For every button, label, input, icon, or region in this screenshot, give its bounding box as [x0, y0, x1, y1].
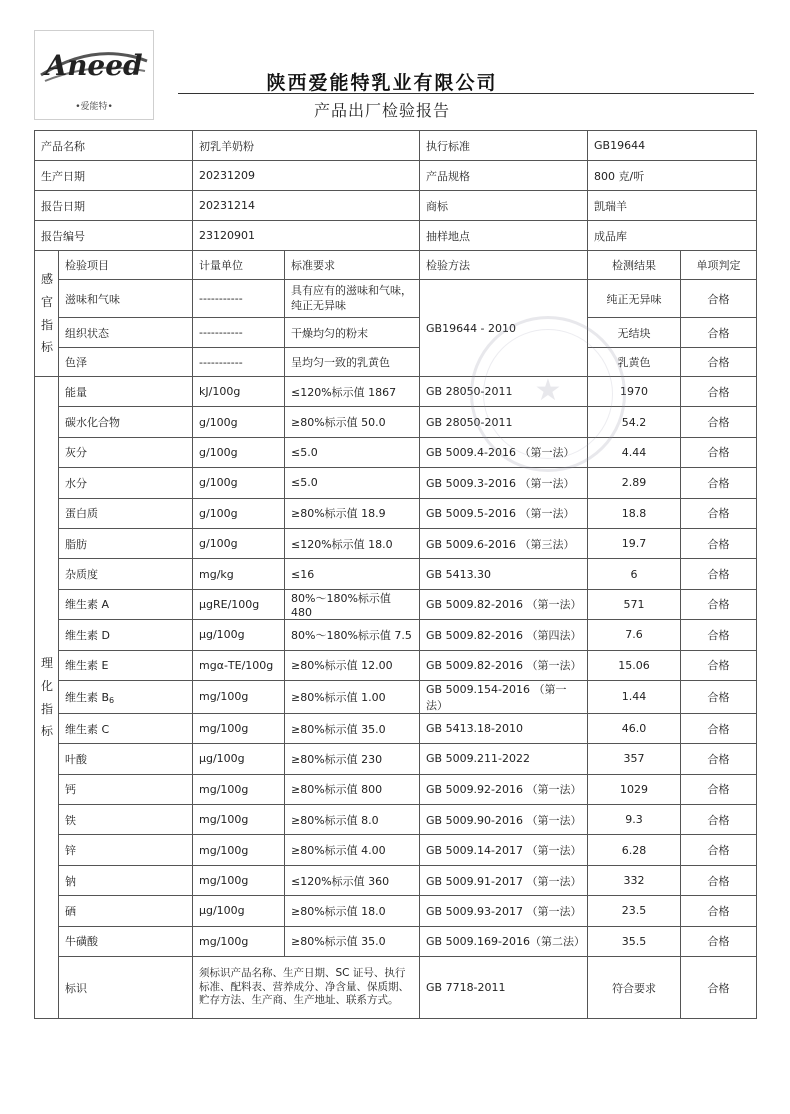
- test-method: GB 7718-2011: [420, 957, 588, 1019]
- result: 1.44: [588, 680, 681, 713]
- test-method: GB 5009.82-2016 （第一法）: [420, 589, 588, 619]
- info-value: 20231209: [193, 161, 420, 191]
- test-method: GB19644 - 2010: [420, 280, 588, 377]
- info-label: 产品名称: [35, 131, 193, 161]
- result: 符合要求: [588, 957, 681, 1019]
- test-item: 铁: [59, 805, 193, 835]
- unit: μg/100g: [193, 620, 285, 650]
- physchem-row: [35, 896, 757, 926]
- info-value: 凯瑞羊: [588, 191, 757, 221]
- info-value: GB19644: [588, 131, 757, 161]
- column-header-verdict: 单项判定: [681, 251, 757, 280]
- verdict: 合格: [681, 498, 757, 528]
- requirement: ≥80%标示值 800: [285, 774, 420, 804]
- test-method: GB 5009.91-2017 （第一法）: [420, 865, 588, 895]
- test-method: GB 5009.92-2016 （第一法）: [420, 774, 588, 804]
- column-header-method: 检验方法: [420, 251, 588, 280]
- test-item: [59, 680, 193, 713]
- test-item-text: 维生素 B: [65, 690, 110, 704]
- requirement: ≥80%标示值 35.0: [285, 926, 420, 956]
- category-char: 官: [41, 294, 54, 309]
- test-item: 钠: [59, 865, 193, 895]
- requirement: 呈均匀一致的乳黄色: [285, 348, 420, 377]
- test-item: 钙: [59, 774, 193, 804]
- info-label: 产品规格: [420, 161, 588, 191]
- physchem-row: [35, 559, 757, 589]
- requirement: ≥80%标示值 4.00: [285, 835, 420, 865]
- physchem-row: [35, 680, 757, 713]
- verdict: 合格: [681, 318, 757, 348]
- labeling-requirement: 须标识产品名称、生产日期、SC 证号、执行标准、配料表、营养成分、净含量、保质期、贮存方法、生产商、生产地址、联系方式。: [193, 957, 420, 1019]
- header-divider: [178, 93, 754, 94]
- requirement: 干燥均匀的粉末: [285, 318, 420, 348]
- test-item: 维生素 A: [59, 589, 193, 619]
- unit: mg/100g: [193, 713, 285, 743]
- requirement: 80%～180%标示值 480: [285, 589, 420, 619]
- unit: mg/100g: [193, 926, 285, 956]
- info-row: [35, 191, 757, 221]
- column-header-item: 检验项目: [59, 251, 193, 280]
- result: 19.7: [588, 528, 681, 558]
- physchem-row: [35, 835, 757, 865]
- result: 乳黄色: [588, 348, 681, 377]
- info-value: 成品库: [588, 221, 757, 251]
- document-title: 产品出厂检验报告: [313, 101, 450, 120]
- requirement: ≥80%标示值 50.0: [285, 407, 420, 437]
- result: 18.8: [588, 498, 681, 528]
- category-char: 标: [41, 340, 54, 355]
- result: 23.5: [588, 896, 681, 926]
- result: 332: [588, 865, 681, 895]
- result: 1029: [588, 774, 681, 804]
- test-item: 牛磺酸: [59, 926, 193, 956]
- test-method: GB 5009.82-2016 （第一法）: [420, 650, 588, 680]
- test-item: 能量: [59, 377, 193, 407]
- info-value: 20231214: [193, 191, 420, 221]
- inspection-report-table: [34, 130, 757, 1019]
- column-header-row: [35, 251, 757, 280]
- test-item: 维生素 E: [59, 650, 193, 680]
- physchem-row: [35, 377, 757, 407]
- test-item: 灰分: [59, 437, 193, 467]
- unit: μg/100g: [193, 744, 285, 774]
- category-label: [35, 251, 59, 377]
- category-char: 化: [41, 678, 54, 693]
- requirement: ≤120%标示值 360: [285, 865, 420, 895]
- column-header-result: 检测结果: [588, 251, 681, 280]
- result: 无结块: [588, 318, 681, 348]
- category-char: 指: [41, 317, 54, 332]
- column-header-requirement: 标准要求: [285, 251, 420, 280]
- test-method: GB 28050-2011: [420, 377, 588, 407]
- result: 纯正无异味: [588, 280, 681, 318]
- info-label: 报告日期: [35, 191, 193, 221]
- test-method: GB 5009.82-2016 （第四法）: [420, 620, 588, 650]
- verdict: 合格: [681, 559, 757, 589]
- verdict: 合格: [681, 713, 757, 743]
- test-item: 蛋白质: [59, 498, 193, 528]
- result: 1970: [588, 377, 681, 407]
- verdict: 合格: [681, 589, 757, 619]
- test-method: GB 5009.4-2016 （第一法）: [420, 437, 588, 467]
- unit: mg/100g: [193, 835, 285, 865]
- unit: μg/100g: [193, 896, 285, 926]
- test-item: 杂质度: [59, 559, 193, 589]
- sensory-row: [35, 280, 757, 318]
- test-item: 维生素 C: [59, 713, 193, 743]
- physchem-row: [35, 650, 757, 680]
- verdict: 合格: [681, 805, 757, 835]
- physchem-row: [35, 589, 757, 619]
- physchem-row: [35, 926, 757, 956]
- test-item: 脂肪: [59, 528, 193, 558]
- unit: mg/100g: [193, 805, 285, 835]
- result: 357: [588, 744, 681, 774]
- verdict: 合格: [681, 348, 757, 377]
- test-item: 碳水化合物: [59, 407, 193, 437]
- physchem-row: [35, 744, 757, 774]
- result: 15.06: [588, 650, 681, 680]
- sensory-row: [35, 318, 757, 348]
- test-method: GB 5009.90-2016 （第一法）: [420, 805, 588, 835]
- requirement: ≥80%标示值 8.0: [285, 805, 420, 835]
- requirement: ≥80%标示值 35.0: [285, 713, 420, 743]
- verdict: 合格: [681, 620, 757, 650]
- test-method: GB 5413.18-2010: [420, 713, 588, 743]
- logo-mark-icon: [35, 31, 153, 97]
- test-method: GB 5009.211-2022: [420, 744, 588, 774]
- physchem-row: [35, 865, 757, 895]
- category-char: 指: [41, 701, 54, 716]
- verdict: 合格: [681, 865, 757, 895]
- verdict: 合格: [681, 926, 757, 956]
- result: 6.28: [588, 835, 681, 865]
- test-item: 锌: [59, 835, 193, 865]
- result: 54.2: [588, 407, 681, 437]
- physchem-row: [35, 468, 757, 498]
- requirement: ≤5.0: [285, 437, 420, 467]
- info-row: [35, 221, 757, 251]
- verdict: 合格: [681, 437, 757, 467]
- unit: g/100g: [193, 407, 285, 437]
- physchem-row: [35, 774, 757, 804]
- requirement: 80%～180%标示值 7.5: [285, 620, 420, 650]
- unit: mg/kg: [193, 559, 285, 589]
- verdict: 合格: [681, 377, 757, 407]
- verdict: 合格: [681, 407, 757, 437]
- test-method: GB 5413.30: [420, 559, 588, 589]
- test-item: 滋味和气味: [59, 280, 193, 318]
- unit: kJ/100g: [193, 377, 285, 407]
- test-item: 叶酸: [59, 744, 193, 774]
- verdict: 合格: [681, 744, 757, 774]
- test-item: 色泽: [59, 348, 193, 377]
- test-item: 水分: [59, 468, 193, 498]
- physchem-row: [35, 407, 757, 437]
- test-method: GB 5009.93-2017 （第一法）: [420, 896, 588, 926]
- test-method: GB 5009.6-2016 （第三法）: [420, 528, 588, 558]
- requirement: ≥80%标示值 18.9: [285, 498, 420, 528]
- test-item: 硒: [59, 896, 193, 926]
- physchem-row: [35, 528, 757, 558]
- info-value: 23120901: [193, 221, 420, 251]
- physchem-row: [35, 498, 757, 528]
- result: 6: [588, 559, 681, 589]
- info-label: 执行标准: [420, 131, 588, 161]
- verdict: 合格: [681, 650, 757, 680]
- info-value: 800 克/听: [588, 161, 757, 191]
- requirement: ≥80%标示值 12.00: [285, 650, 420, 680]
- seal-star-icon: ★: [534, 373, 562, 408]
- category-label: [35, 377, 59, 1019]
- unit: mgα-TE/100g: [193, 650, 285, 680]
- verdict: 合格: [681, 896, 757, 926]
- test-method: GB 5009.14-2017 （第一法）: [420, 835, 588, 865]
- requirement: ≥80%标示值 230: [285, 744, 420, 774]
- test-item: 维生素 D: [59, 620, 193, 650]
- physchem-row: [35, 713, 757, 743]
- verdict: 合格: [681, 835, 757, 865]
- verdict: 合格: [681, 774, 757, 804]
- column-header-unit: 计量单位: [193, 251, 285, 280]
- result: 9.3: [588, 805, 681, 835]
- company-logo: [34, 30, 154, 120]
- result: 571: [588, 589, 681, 619]
- test-method: GB 5009.5-2016 （第一法）: [420, 498, 588, 528]
- requirement: ≤5.0: [285, 468, 420, 498]
- physchem-row: [35, 437, 757, 467]
- test-method: GB 5009.169-2016（第二法）: [420, 926, 588, 956]
- unit: g/100g: [193, 498, 285, 528]
- requirement: ≥80%标示值 1.00: [285, 680, 420, 713]
- unit: mg/100g: [193, 774, 285, 804]
- sensory-row: [35, 348, 757, 377]
- logo-text: Aneed: [45, 49, 143, 82]
- info-label: 报告编号: [35, 221, 193, 251]
- result: 46.0: [588, 713, 681, 743]
- category-char: 理: [41, 655, 54, 670]
- labeling-row: [35, 957, 757, 1019]
- test-item-subscript: 6: [109, 695, 115, 705]
- physchem-row: [35, 805, 757, 835]
- info-row: [35, 131, 757, 161]
- verdict: 合格: [681, 680, 757, 713]
- unit: μgRE/100g: [193, 589, 285, 619]
- info-label: 抽样地点: [420, 221, 588, 251]
- result: 4.44: [588, 437, 681, 467]
- unit: -----------: [193, 348, 285, 377]
- result: 7.6: [588, 620, 681, 650]
- info-value: 初乳羊奶粉: [193, 131, 420, 161]
- test-method: GB 5009.154-2016 （第一法）: [420, 680, 588, 713]
- company-name: 陕西爱能特乳业有限公司: [266, 72, 498, 94]
- test-item: 标识: [59, 957, 193, 1019]
- verdict: 合格: [681, 528, 757, 558]
- unit: mg/100g: [193, 865, 285, 895]
- category-char: 感: [41, 271, 54, 286]
- physchem-row: [35, 620, 757, 650]
- requirement: 具有应有的滋味和气味，纯正无异味: [285, 280, 420, 318]
- verdict: 合格: [681, 957, 757, 1019]
- result: 35.5: [588, 926, 681, 956]
- test-item: 组织状态: [59, 318, 193, 348]
- logo-subtitle: •爱能特•: [75, 102, 113, 112]
- requirement: ≤120%标示值 1867: [285, 377, 420, 407]
- requirement: ≤120%标示值 18.0: [285, 528, 420, 558]
- unit: -----------: [193, 318, 285, 348]
- test-method: GB 5009.3-2016 （第一法）: [420, 468, 588, 498]
- requirement: ≥80%标示值 18.0: [285, 896, 420, 926]
- unit: g/100g: [193, 528, 285, 558]
- test-method: GB 28050-2011: [420, 407, 588, 437]
- unit: g/100g: [193, 468, 285, 498]
- info-row: [35, 161, 757, 191]
- result: 2.89: [588, 468, 681, 498]
- unit: -----------: [193, 280, 285, 318]
- unit: mg/100g: [193, 680, 285, 713]
- verdict: 合格: [681, 280, 757, 318]
- info-label: 商标: [420, 191, 588, 221]
- unit: g/100g: [193, 437, 285, 467]
- info-label: 生产日期: [35, 161, 193, 191]
- requirement: ≤16: [285, 559, 420, 589]
- category-char: 标: [41, 724, 54, 739]
- verdict: 合格: [681, 468, 757, 498]
